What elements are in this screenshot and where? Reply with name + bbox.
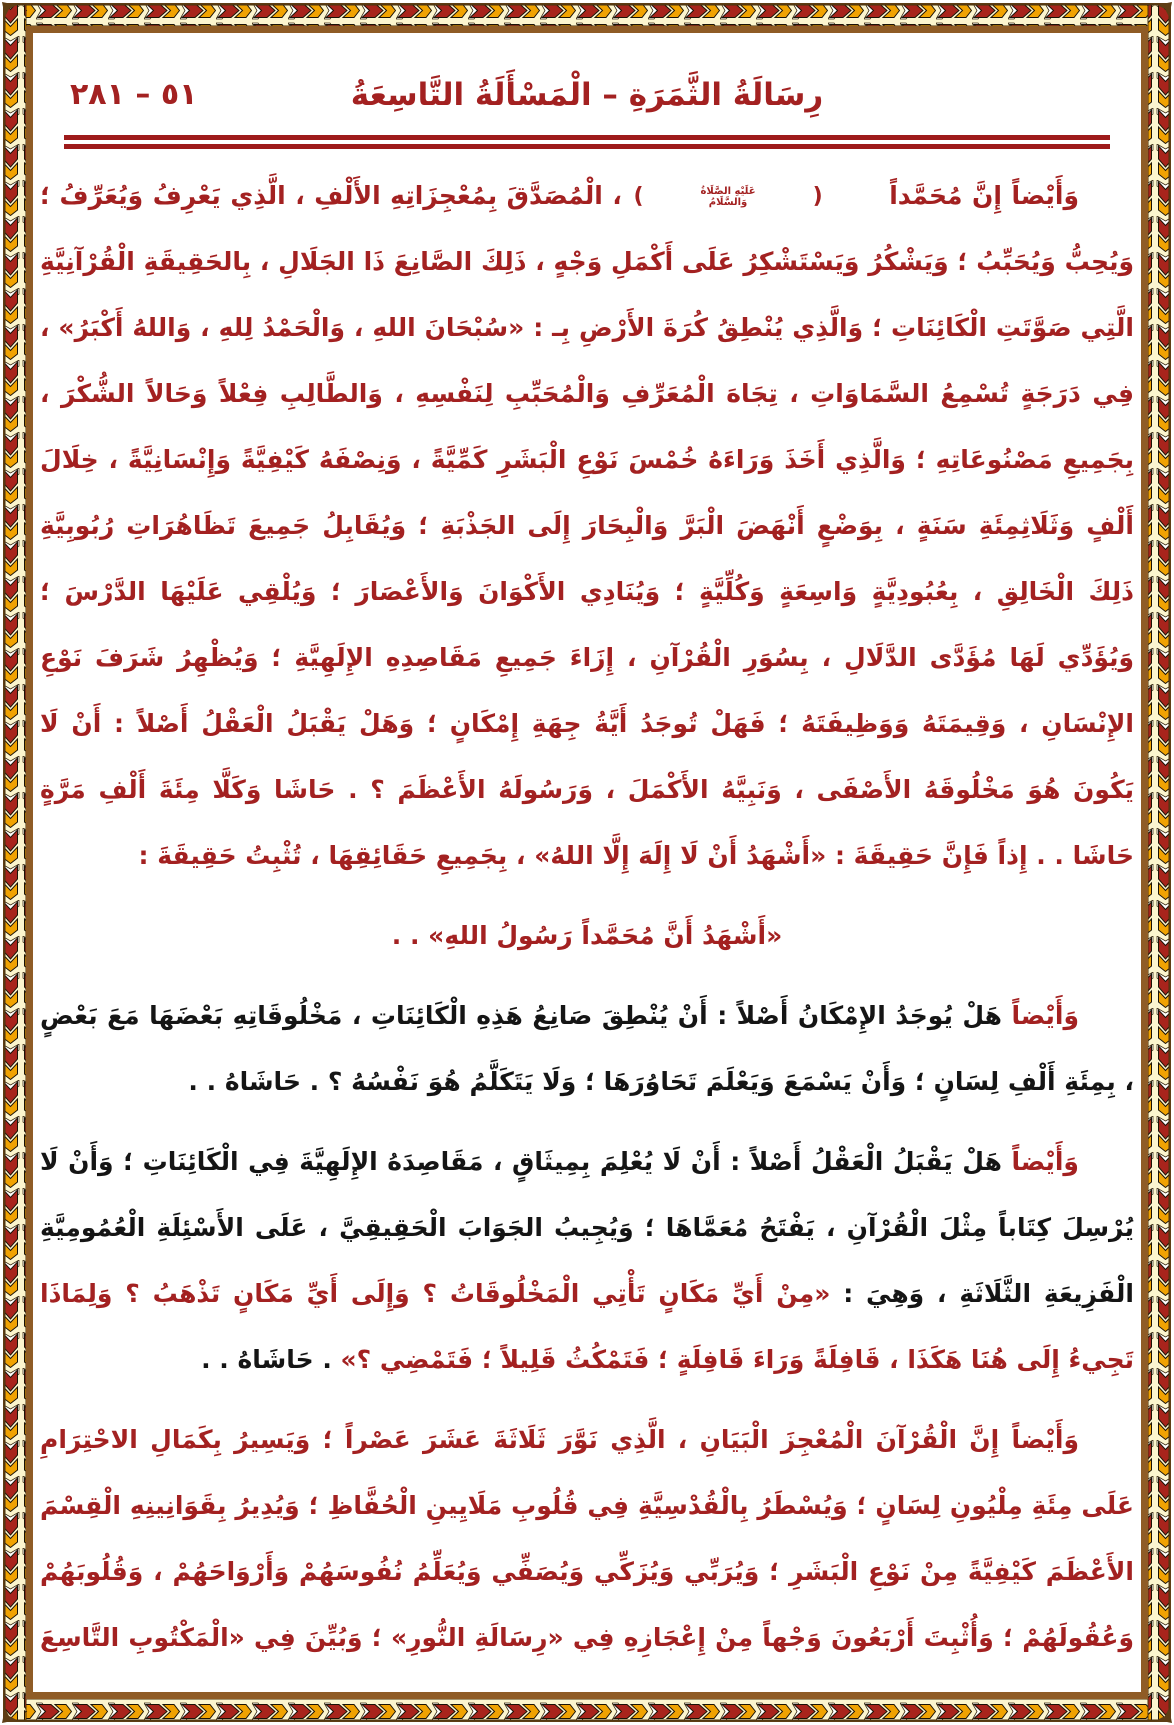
text-segment: وَأَيْضاً xyxy=(1001,1147,1079,1176)
header xyxy=(36,33,1138,119)
rule-line-bottom xyxy=(64,144,1111,149)
page-title: رِسَالَةُ الثَّمَرَةِ – الْمَسْأَلَةُ التَّاسِعَةُ xyxy=(350,77,824,113)
text-segment: وَأَيْضاً xyxy=(1001,1001,1079,1030)
text-segment: وَأَيْضاً إِنَّ الْقُرْآنَ الْمُعْجِزَ الْبَيَانِ ، الَّذِي نَوَّرَ ثَلَاثَةَ عَشَرَ عَصْراً ؛ وَيَسِيرُ بِكَمَالِ الاحْتِرَامِ عَلَى مِئَةِ مِلْيُونِ لِسَانٍ ؛ وَيُسْطَرُ بِالْقُدْسِيَّةِ فِي قُلُوبِ مَلَايِينِ الْحُفَّاظِ ؛ وَيُدِيرُ بِقَوَانِينِهِ الْقِسْمَ الأَعْظَمَ كَيْفِيَّةً مِنْ نَوْعِ الْبَشَرِ ؛ وَيُرَبِّي وَيُزَكِّي وَيُصَفِّي وَيُعَلِّمُ نُفُوسَهُمْ وَأَرْوَاحَهُمْ ، وَقُلُوبَهُمْ وَعُقُولَهُمْ ؛ وَأُثْبِتَ أَرْبَعُونَ وَجْهاً مِنْ إِعْجَازِهِ فِي «رِسَالَةِ النُّورِ» ؛ وَبُيِّنَ فِي «الْمَكْتُوبِ التَّاسِعَ xyxy=(40,1425,1134,1652)
paragraph xyxy=(40,1407,1134,1671)
rule-line-top xyxy=(64,135,1111,140)
text-segment: وَأَيْضاً إِنَّ مُحَمَّداً xyxy=(879,181,1079,210)
paragraph xyxy=(40,903,1134,969)
paragraph xyxy=(40,983,1134,1115)
prophet-honorific-seal: ( عَلَيْهِ الصَّلَاةُ وَالسَّلَامُ ) xyxy=(633,184,823,209)
text-segment: هَلْ يَقْبَلُ الْعَقْلُ أَصْلاً : أَنْ لَا يُعْلِمَ بِمِيثَاقٍ ، مَقَاصِدَهُ الإِلَهِيَّةَ فِي الْكَائِنَاتِ ؛ وَأَنْ لَا يُرْسِلَ كِتَاباً مِثْلَ الْقُرْآنِ ، يَفْتَحُ مُعَمَّاهَا ؛ وَيُجِيبُ الجَوَابَ الْحَقِيقِيَّ ، عَلَى الأَسْئِلَةِ الْعُمُومِيَّةِ الْفَزِيعَةِ الثَّلَاثَةِ ، وَهِيَ : xyxy=(40,1147,1134,1308)
paragraph xyxy=(40,163,1134,889)
double-rule xyxy=(64,135,1111,149)
content-area xyxy=(36,33,1138,1692)
body-text xyxy=(36,163,1138,1671)
text-segment: «أَشْهَدُ أَنَّ مُحَمَّداً رَسُولُ اللهِ» . . xyxy=(391,921,783,950)
text-segment: «مِنْ أَيِّ مَكَانٍ تَأْتِي الْمَخْلُوقَاتُ ؟ وَإِلَى أَيِّ مَكَانٍ تَذْهَبُ ؟ وَلِمَاذَا تَجِيءُ إِلَى هُنَا هَكَذَا ، قَافِلَةً وَرَاءَ قَافِلَةٍ ؛ فَتَمْكُثُ قَلِيلاً ؛ فَتَمْضِي ؟» xyxy=(40,1279,1134,1374)
text-segment: هَلْ يُوجَدُ الإِمْكَانُ أَصْلاً : أَنْ يُنْطِقَ صَانِعُ هَذِهِ الْكَائِنَاتِ ، مَخْلُوقَاتِهِ بَعْضَهَا مَعَ بَعْضٍ ، بِمِئَةِ أَلْفِ لِسَانٍ ؛ وَأَنْ يَسْمَعَ وَيَعْلَمَ تَحَاوُرَهَا ؛ وَلَا يَتَكَلَّمُ هُوَ نَفْسُهُ ؟ . حَاشَاهُ . . xyxy=(40,1001,1134,1096)
text-segment: ، الْمُصَدَّقَ بِمُعْجِزَاتِهِ الأَلْفِ ، الَّذِي يَعْرِفُ وَيُعَرِّفُ ؛ وَيُحِبُّ وَيُحَبِّبُ ؛ وَيَشْكُرُ وَيَسْتَشْكِرُ عَلَى أَكْمَلِ وَجْهٍ ، ذَلِكَ الصَّانِعَ ذَا الجَلَالِ ، بِالحَقِيقَةِ الْقُرْآنِيَّةِ الَّتِي صَوَّتَتِ الْكَائِنَاتِ ؛ وَالَّذِي يُنْطِقُ كُرَةَ الأَرْضِ بِـ : «سُبْحَانَ اللهِ ، وَالْحَمْدُ لِلهِ ، وَاللهُ أَكْبَرُ» ، فِي دَرَجَةٍ تُسْمِعُ السَّمَاوَاتِ ، تِجَاهَ الْمُعَرِّفِ وَالْمُحَبِّبِ لِنَفْسِهِ ، وَالطَّالِبِ فِعْلاً وَحَالاً الشُّكْرَ ، بِجَمِيعِ مَصْنُوعَاتِهِ ؛ وَالَّذِي أَخَذَ وَرَاءَهُ خُمْسَ نَوْعِ الْبَشَرِ كَمِّيَّةً ، وَنِصْفَهُ كَيْفِيَّةً وَإِنْسَانِيَّةً ، خِلَالَ أَلْفٍ وَثَلَاثِمِئَةِ سَنَةٍ ، بِوَضْعٍ أَنْهَضَ الْبَرَّ وَالْبِحَارَ إِلَى الجَذْبَةِ ؛ وَيُقَابِلُ جَمِيعَ تَظَاهُرَاتِ رُبُوبِيَّةِ ذَلِكَ الْخَالِقِ ، بِعُبُودِيَّةٍ وَاسِعَةٍ وَكُلِّيَّةٍ ؛ وَيُنَادِي الأَكْوَانَ وَالأَعْصَارَ ؛ وَيُلْقِي عَلَيْهَا الدَّرْسَ ؛ وَيُؤَدِّي لَهَا مُؤَدَّى الدَّلَالِ ، بِسُوَرِ الْقُرْآنِ ، إِزَاءَ جَمِيعِ مَقَاصِدِهِ الإِلَهِيَّةِ ؛ وَيُظْهِرُ شَرَفَ نَوْعِ الإِنْسَانِ ، وَقِيمَتَهُ وَوَظِيفَتَهُ ؛ فَهَلْ تُوجَدُ أَيَّةُ جِهَةِ إِمْكَانٍ ؛ وَهَلْ يَقْبَلُ الْعَقْلُ أَصْلاً : أَنْ لَا يَكُونَ هُوَ مَخْلُوقَهُ الأَصْفَى ، وَنَبِيَّهُ الأَكْمَلَ ، وَرَسُولَهُ الأَعْظَمَ ؟ . حَاشَا وَكَلَّا مِئَةَ أَلْفِ مَرَّةٍ حَاشَا . . إِذاً فَإِنَّ حَقِيقَةَ : «أَشْهَدُ أَنْ لَا إِلَهَ إِلَّا اللهُ» ، بِجَمِيعِ حَقَائِقِهَا ، تُثْبِتُ حَقِيقَةَ : xyxy=(40,181,1134,870)
text-segment: . حَاشَاهُ . . xyxy=(201,1345,341,1374)
paragraph xyxy=(40,1129,1134,1393)
page-number: ٥١ – ٢٨١ xyxy=(70,77,198,112)
